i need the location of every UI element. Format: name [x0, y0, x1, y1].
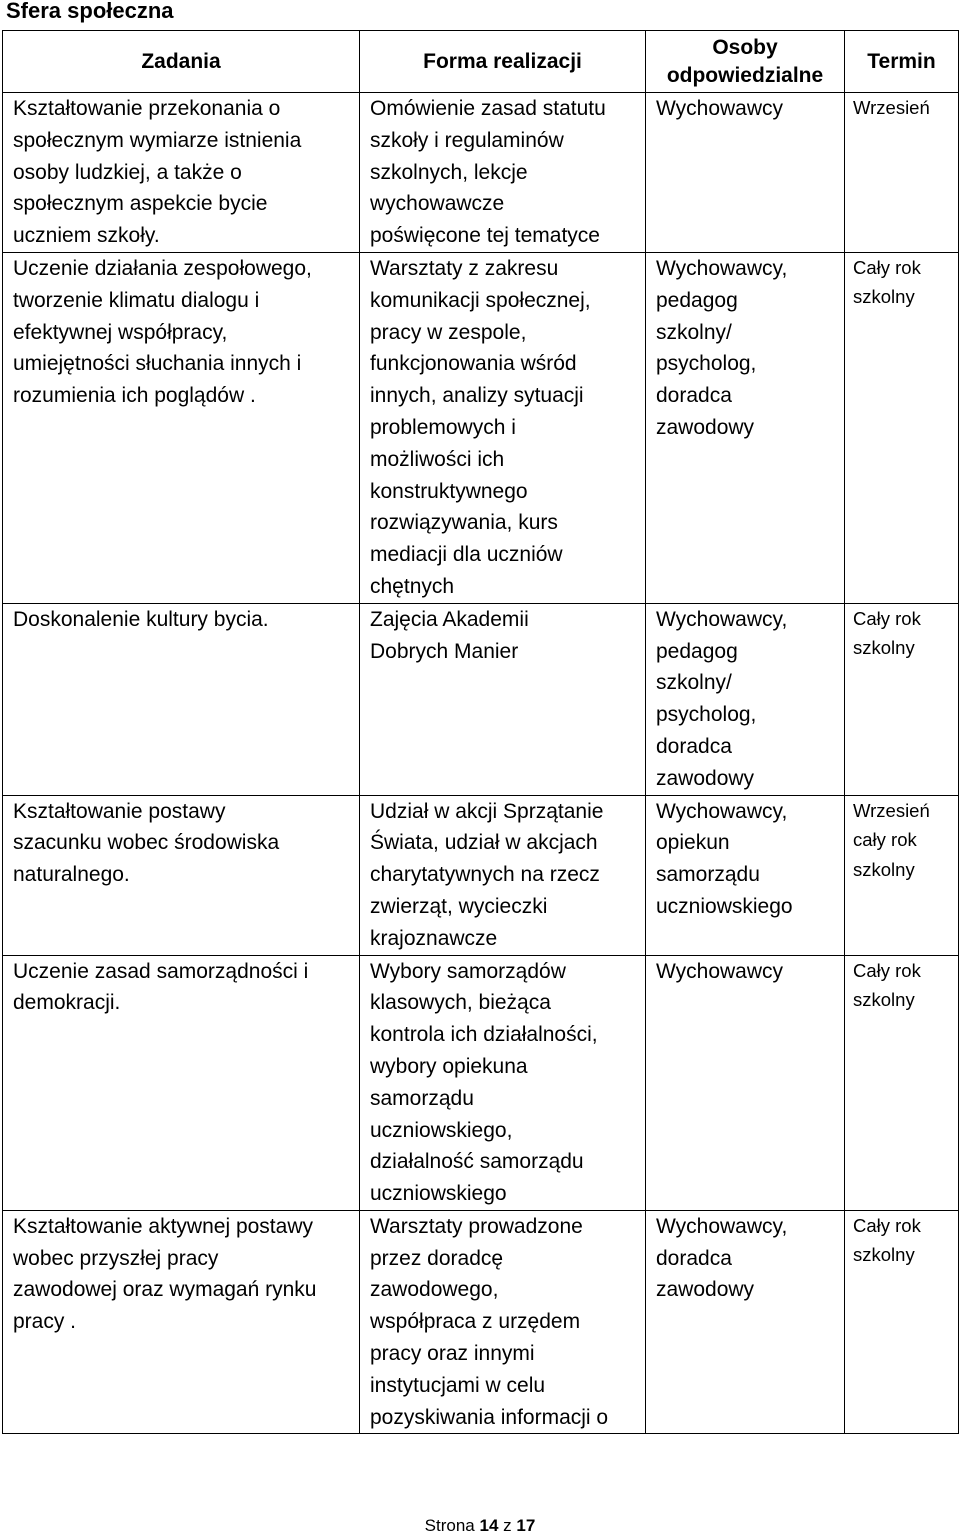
- form-cell: Omówienie zasad statutu szkoły i regulaminów szkolnych, lekcje wychowawcze poświęcone tej tematyce: [360, 93, 646, 253]
- header-tasks: Zadania: [3, 31, 360, 93]
- responsible-cell: Wychowawcy, pedagog szkolny/ psycholog, doradca zawodowy: [646, 603, 845, 795]
- table-row: [3, 955, 959, 1210]
- task-cell: Kształtowanie przekonania o społecznym wymiarze istnienia osoby ludzkiej, a także o społecznym aspekcie bycie uczniem szkoły.: [3, 93, 360, 253]
- table-row: [3, 603, 959, 795]
- footer-separator: z: [503, 1516, 512, 1535]
- page-footer: [0, 1515, 960, 1537]
- responsible-cell: Wychowawcy, doradca zawodowy: [646, 1210, 845, 1434]
- task-cell: Kształtowanie aktywnej postawy wobec przyszłej pracy zawodowej oraz wymagań rynku pracy .: [3, 1210, 360, 1434]
- education-plan-table: [2, 30, 959, 1434]
- task-cell: Kształtowanie postawy szacunku wobec środowiska naturalnego.: [3, 795, 360, 955]
- table-header-row: [3, 31, 959, 93]
- task-cell: Uczenie działania zespołowego, tworzenie klimatu dialogu i efektywnej współpracy, umiejętności słuchania innych i rozumienia ich poglądów .: [3, 252, 360, 603]
- footer-total-pages: 17: [516, 1516, 536, 1535]
- table-row: [3, 1210, 959, 1434]
- term-cell: Cały rok szkolny: [845, 603, 959, 795]
- table-row: [3, 93, 959, 253]
- form-cell: Warsztaty z zakresu komunikacji społecznej, pracy w zespole, funkcjonowania wśród innych, analizy sytuacji problemowych i możliwości ich konstruktywnego rozwiązywania, kurs mediacji dla uczniów chętnych: [360, 252, 646, 603]
- section-title: Sfera społeczna: [6, 0, 174, 23]
- header-term: Termin: [845, 31, 959, 93]
- term-cell: Cały rok szkolny: [845, 955, 959, 1210]
- form-cell: Zajęcia Akademii Dobrych Manier: [360, 603, 646, 795]
- footer-page-prefix: Strona: [424, 1516, 475, 1535]
- term-cell: Wrzesień cały rok szkolny: [845, 795, 959, 955]
- header-form: Forma realizacji: [360, 31, 646, 93]
- responsible-cell: Wychowawcy, pedagog szkolny/ psycholog, doradca zawodowy: [646, 252, 845, 603]
- header-responsible: Osoby odpowiedzialne: [646, 31, 845, 93]
- form-cell: Warsztaty prowadzone przez doradcę zawodowego, współpraca z urzędem pracy oraz innymi instytucjami w celu pozyskiwania informacji o: [360, 1210, 646, 1434]
- table-row: [3, 252, 959, 603]
- footer-current-page: 14: [479, 1516, 499, 1535]
- responsible-cell: Wychowawcy: [646, 93, 845, 253]
- table-row: [3, 795, 959, 955]
- term-cell: Cały rok szkolny: [845, 1210, 959, 1434]
- responsible-cell: Wychowawcy: [646, 955, 845, 1210]
- term-cell: Cały rok szkolny: [845, 252, 959, 603]
- responsible-cell: Wychowawcy, opiekun samorządu uczniowskiego: [646, 795, 845, 955]
- task-cell: Doskonalenie kultury bycia.: [3, 603, 360, 795]
- term-cell: Wrzesień: [845, 93, 959, 253]
- form-cell: Wybory samorządów klasowych, bieżąca kontrola ich działalności, wybory opiekuna samorządu uczniowskiego, działalność samorządu uczniowskiego: [360, 955, 646, 1210]
- form-cell: Udział w akcji Sprzątanie Świata, udział w akcjach charytatywnych na rzecz zwierząt, wycieczki krajoznawcze: [360, 795, 646, 955]
- task-cell: Uczenie zasad samorządności i demokracji.: [3, 955, 360, 1210]
